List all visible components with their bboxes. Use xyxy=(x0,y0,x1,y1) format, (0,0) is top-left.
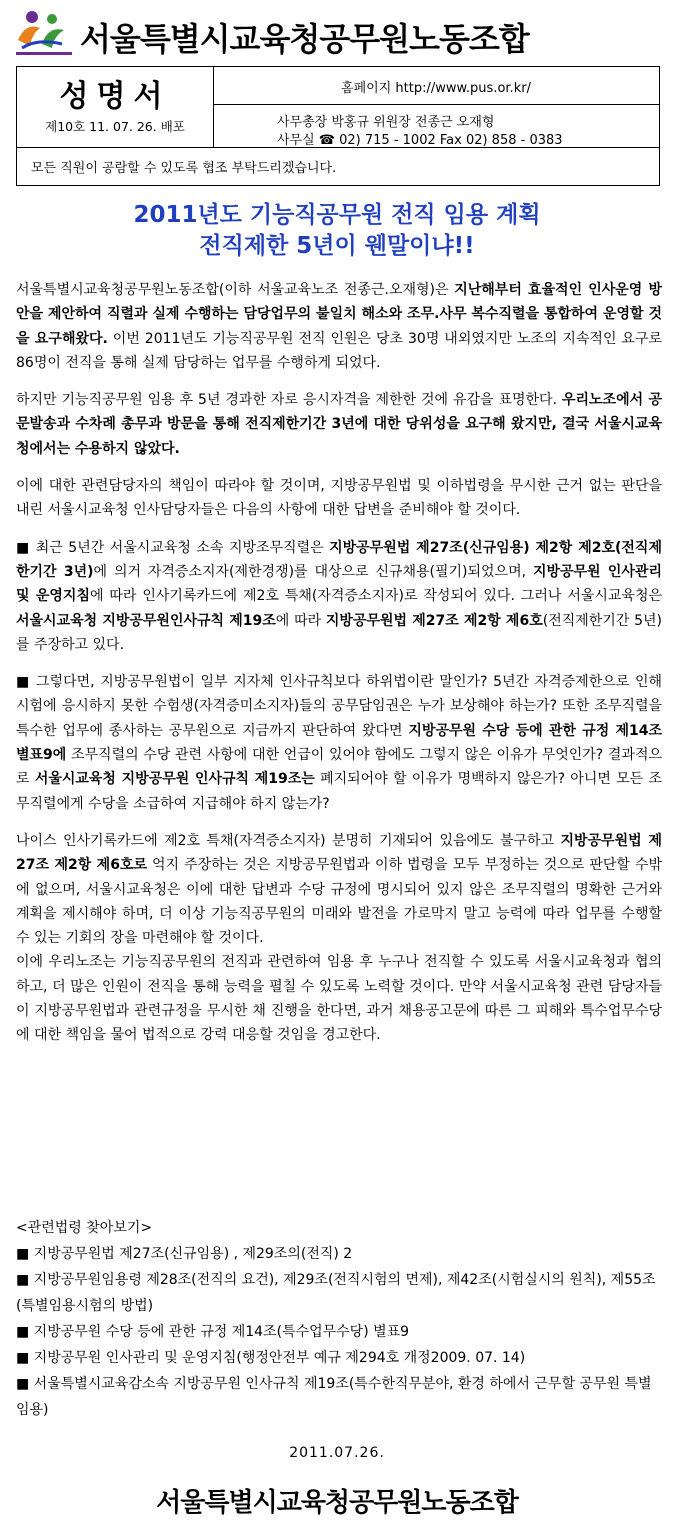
headline-line2: 전직제한 5년이 웬말이냐!! xyxy=(199,233,475,259)
body-text: 조무직렬의 수당 관련 사항에 대한 언급이 있어야 함에도 그렇지 않은 이유가 무엇인가? 결과적으로 xyxy=(16,747,662,788)
info-box xyxy=(16,66,660,186)
emphasis-text: 지방공무원법 제27조 제2항 제6호 xyxy=(325,612,543,629)
paragraph xyxy=(16,536,662,657)
union-logo-icon xyxy=(12,8,76,60)
emphasis-text: 서울시교육청 지방공무원 인사규칙 제19조는 xyxy=(34,771,315,788)
emphasis-text: 지난해부터 효율적인 인사운영 방안을 제안하여 직렬과 실제 수행하는 담당업무의 불일치 해소와 조무.사무 복수직렬을 통합하여 운영할 것을 요구해왔다. xyxy=(16,282,662,347)
body-text: 나이스 인사기록카드에 제2호 특채(자격증소지자) 분명히 기재되어 있음에도 불구하고 xyxy=(16,832,561,849)
paragraph xyxy=(16,474,662,523)
paragraph xyxy=(16,670,662,816)
body-text: ■ 그렇다면, 지방공무원법이 일부 지자체 인사규칙보다 하위법이란 말인가? 5년간 자격증제한으로 인해 시험에 응시하지 못한 수험생(자격증미소지자)들의 공무담임권은 누가 보상해야 하는가? 또한 조무직렬을 특수한 업무에 종사하는 공무원으로 지금까지 판단하여 왔다면 xyxy=(16,674,662,739)
body-text: 이에 우리노조는 기능직공무원의 전직과 관련하여 임용 후 누구나 전직할 수 있도록 서울시교육청과 협의하고, 더 많은 인원이 전직을 통해 능력을 펼칠 수 있도록 노력할 것이다. 만약 서울시교육청 관련 담당자들이 지방공무원법과 관련규정을 무시한 채 진행을 한다면, 과거 채용공고문에 따른 그 피해와 특수업무수당에 대한 책임을 물어 법적으로 강력 대응할 것임을 경고한다. xyxy=(16,954,662,1044)
issue-date: 2011.07.26. xyxy=(289,1445,385,1461)
body-text: (전직제한기간 5년)를 주장하고 있다. xyxy=(16,612,663,653)
reference-item: ■ 지방공무원법 제27조(신규임용) , 제29조의(전직) 2 xyxy=(16,1246,353,1262)
emphasis-text: 우리노조에서 공문발송과 수차례 총무과 방문을 통해 전직제한기간 3년에 대한 당위성을 요구해 왔지만, 결국 서울시교육청에서는 수용하지 않았다. xyxy=(16,392,662,457)
body-text: 에 따라 인사기록카드에 제2호 특채(자격증소지자)로 작성되어 있다. 그러나 서울시교육청은 xyxy=(89,588,662,605)
contact-phone-fax: 사무실 ☎ 02) 715 - 1002 Fax 02) 858 - 0383 xyxy=(277,133,563,148)
references-section xyxy=(16,1215,662,1423)
body-text: 이에 대한 관련담당자의 책임이 따라야 할 것이며, 지방공무원법 및 이하법령을 무시한 근거 없는 판단을 내린 서울시교육청 인사담당자들은 다음의 사항에 대한 답변을 준비해야 할 것이다. xyxy=(16,478,662,519)
headline-line1: 2011년도 기능직공무원 전직 임용 계획 xyxy=(133,202,541,228)
signature: 서울특별시교육청공무원노동조합 xyxy=(156,1488,518,1518)
emphasis-text: 서울시교육청 지방공무원인사규칙 제19조 xyxy=(16,612,276,629)
headline xyxy=(0,200,674,262)
paragraph xyxy=(16,829,662,950)
body-text: 억지 주장하는 것은 지방공무원법과 이하 법령을 모두 부정하는 것으로 판단할 수밖에 없으며, 서울시교육청은 이에 대한 답변과 수당 규정에 명시되어 있지 않은 조무직렬의 명확한 근거와 계획을 제시해야 하며, 더 이상 기능직공무원의 미래와 발전을 가로막지 말고 능력에 따라 업무를 수행할 수 있는 기회의 장을 마련해야 할 것이다. xyxy=(16,857,662,947)
body-text: 폐지되어야 할 이유가 명백하지 않은가? 아니면 모든 조무직렬에게 수당을 소급하여 지급해야 하지 않는가? xyxy=(16,771,662,812)
reference-item: ■ 지방공무원임용령 제28조(전직의 요건), 제29조(전직시험의 면제), 제42조(시험실시의 원칙), 제55조(특별임용시험의 방법) xyxy=(16,1272,656,1314)
body-text: 이번 2011년도 기능직공무원 전직 인원은 당초 30명 내외였지만 노조의 지속적인 요구로 86명이 전직을 통해 실제 담당하는 업무를 수행하게 되었다. xyxy=(16,330,663,371)
emphasis-text: 지방공무원 수당 등에 관한 규정 제14조 별표9에 xyxy=(16,722,662,764)
reference-item: ■ 지방공무원 인사관리 및 운영지침(행정안전부 예규 제294호 개정2009. 07. 14) xyxy=(16,1350,526,1366)
org-title: 서울특별시교육청공무원노동조합 xyxy=(80,20,529,58)
body-text: 에 의거 자격증소지자(제한경쟁)를 대상으로 신규채용(필기)되었으며, xyxy=(93,563,533,580)
page-header xyxy=(0,0,674,70)
document-type: 성명서 xyxy=(59,79,171,114)
issue-number: 제10호 11. 07. 26. 배포 xyxy=(45,119,185,134)
body-text: 하지만 기능직공무원 임용 후 5년 경과한 자로 응시자격을 제한한 것에 유감을 표명한다. xyxy=(16,392,562,409)
reference-item: ■ 서울특별시교육감소속 지방공무원 인사규칙 제19조(특수한직무분야, 환경 하에서 근무할 공무원 특별임용) xyxy=(16,1376,652,1418)
emphasis-text: 지방공무원 인사관리 및 운영지침 xyxy=(16,563,662,605)
statement-body xyxy=(16,278,662,1061)
circulation-notice: 모든 직원이 공람할 수 있도록 협조 부탁드리겠습니다. xyxy=(31,161,337,176)
homepage-link[interactable]: 홈페이지 http://www.pus.or.kr/ xyxy=(341,81,531,96)
contact-officers: 사무총장 박홍규 위원장 전종근 오재형 xyxy=(277,115,495,130)
emphasis-text: 지방공무원법 제27조(신규임용) 제2항 제2호(전직제한기간 3년) xyxy=(16,539,662,580)
references-heading: <관련법령 찾아보기> xyxy=(16,1220,153,1236)
divider xyxy=(213,104,659,105)
emphasis-text: 지방공무원법 제27조 제2항 제6호로 xyxy=(16,832,662,874)
paragraph xyxy=(16,388,662,461)
paragraph xyxy=(16,950,662,1047)
body-text: 서울특별시교육청공무원노동조합(이하 서울교육노조 전종근.오재형)은 xyxy=(16,282,455,298)
reference-item: ■ 지방공무원 수당 등에 관한 규정 제14조(특수업무수당) 별표9 xyxy=(16,1324,410,1340)
body-text: 에 따라 xyxy=(275,612,326,629)
body-text: ■ 최근 5년간 서울시교육청 소속 지방조무직렬은 xyxy=(16,539,330,556)
paragraph xyxy=(16,278,662,375)
